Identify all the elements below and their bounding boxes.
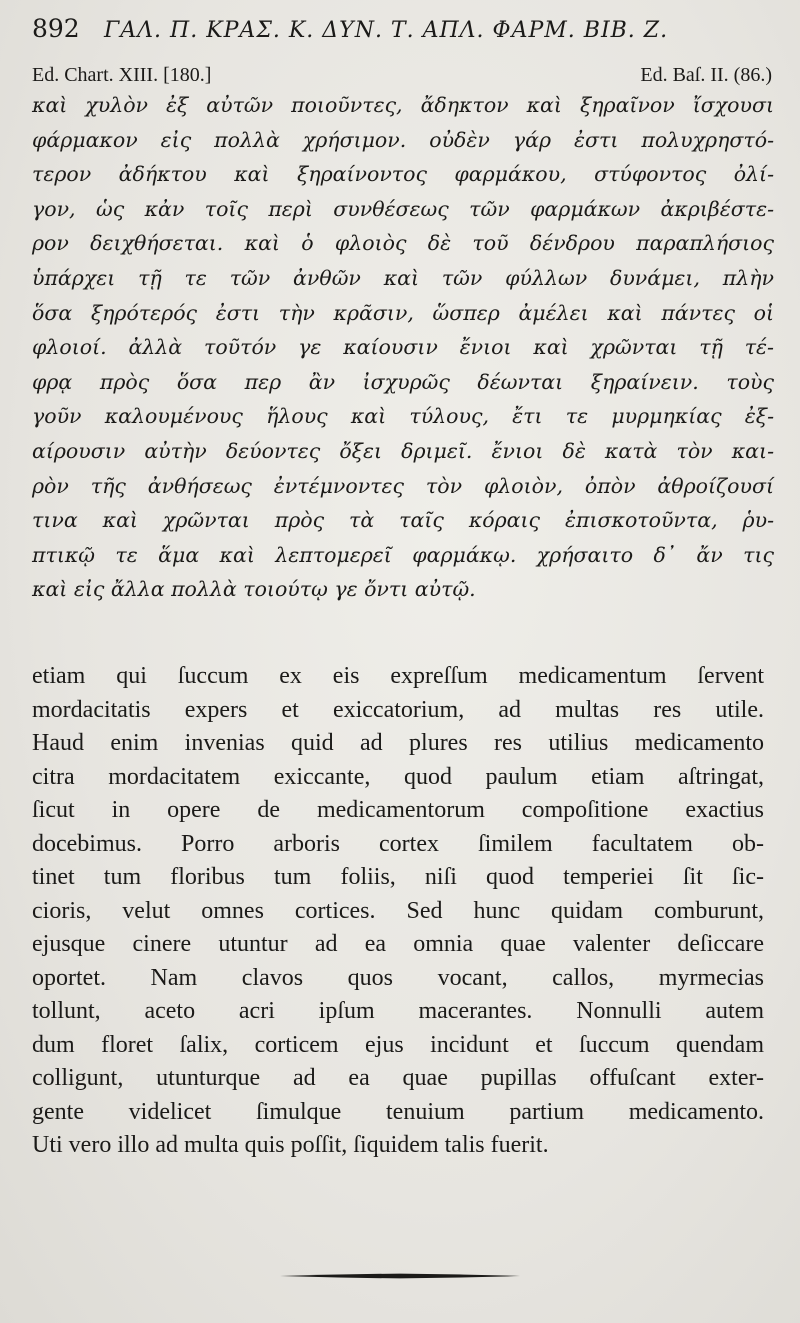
edition-reference-line — [32, 64, 772, 87]
latin-translation-block — [32, 660, 764, 1163]
running-title: ΓΑΛ. Π. ΚΡΑΣ. Κ. ΔΥΝ. Τ. ΑΠΛ. ΦΑΡΜ. ΒΙΒ. Ζ. — [104, 18, 669, 43]
latin-line: dum floret ſalix, corticem ejus incidunt et ſuccum quendam — [32, 1031, 764, 1058]
latin-line: tollunt, aceto acri ipſum macerantes. Nonnulli autem — [32, 998, 764, 1024]
latin-line: ſicut in opere de medicamentorum compoſitione exactius — [32, 797, 764, 823]
greek-line: γοῦν καλουμένους ἥλους καὶ τύλους, ἔτι τε μυρμηκίας ἐξ- — [32, 404, 774, 429]
latin-line: Haud enim invenias quid ad plures res utilius medicamento — [32, 730, 764, 756]
greek-line: φάρμακον εἰς πολλὰ χρήσιμον. οὐδὲν γάρ ἐστι πολυχρηστό- — [32, 127, 774, 152]
greek-line: αίρουσιν αὐτὴν δεύοντες ὄξει δριμεῖ. ἔνιοι δὲ κατὰ τὸν και- — [32, 438, 774, 463]
latin-line: mordacitatis expers et exiccatorium, ad multas res utile. — [32, 696, 764, 723]
greek-line: ὑπάρχει τῇ τε τῶν ἀνθῶν καὶ τῶν φύλλων δυνάμει, πλὴν — [32, 265, 774, 290]
latin-line: gente videlicet ſimulque tenuium partium medicamento. — [32, 1098, 764, 1125]
latin-line: ejusque cinere utuntur ad ea omnia quae valenter deſiccare — [32, 931, 764, 957]
page-number: 892 — [32, 14, 80, 43]
latin-line: oportet. Nam clavos quos vocant, callos, myrmecias — [32, 964, 764, 991]
greek-line: ρον δειχθήσεται. καὶ ὁ φλοιὸς δὲ τοῦ δένδρου παραπλήσιος — [32, 231, 774, 256]
greek-line: πτικῷ τε ἅμα καὶ λεπτομερεῖ φαρμάκῳ. χρήσαιτο δ᾽ ἄν τις — [32, 542, 774, 567]
greek-line: καὶ εἰς ἄλλα πολλὰ τοιούτῳ γε ὄντι αὐτῷ. — [32, 577, 476, 602]
latin-line: etiam qui ſuccum ex eis expreſſum medicamentum ſervent — [32, 663, 764, 689]
edition-basel-reference: Ed. Baſ. II. (86.) — [640, 64, 772, 86]
greek-text-block — [32, 88, 774, 607]
latin-line: cioris, velut omnes cortices. Sed hunc quidam comburunt, — [32, 897, 764, 924]
greek-line: τινα καὶ χρῶνται πρὸς τὰ ταῖς κόραις ἐπισκοτοῦντα, ῥυ- — [32, 508, 774, 533]
greek-line: φλοιοί. ἀλλὰ τοῦτόν γε καίουσιν ἔνιοι καὶ χρῶνται τῇ τέ- — [32, 335, 774, 360]
latin-line: colligunt, utunturque ad ea quae pupillas offuſcant exter- — [32, 1065, 764, 1091]
greek-line: ὅσα ξηρότερός ἐστι τὴν κρᾶσιν, ὥσπερ ἀμέλει καὶ πάντες οἱ — [32, 300, 774, 325]
latin-line: tinet tum floribus tum foliis, niſi quod temperiei ſit ſic- — [32, 864, 764, 890]
running-head — [32, 14, 772, 54]
latin-line: docebimus. Porro arboris cortex ſimilem facultatem ob- — [32, 830, 764, 857]
latin-line: citra mordacitatem exiccante, quod paulum etiam aſtringat, — [32, 763, 764, 790]
greek-line: φρᾳ πρὸς ὅσα περ ἂν ἰσχυρῶς δέωνται ξηραίνειν. τοὺς — [32, 369, 774, 394]
latin-line: Uti vero illo ad multa quis poſſit, ſiquidem talis fuerit. — [32, 1132, 549, 1158]
closing-rule-ornament — [280, 1272, 520, 1280]
greek-line: καὶ χυλὸν ἐξ αὐτῶν ποιοῦντες, ἄδηκτον καὶ ξηραῖνον ἴσχουσι — [32, 93, 774, 117]
greek-line: τερον ἀδήκτου καὶ ξηραίνοντος φαρμάκου, στύφοντος ὀλί- — [32, 162, 774, 187]
edition-chartier-reference: Ed. Chart. XIII. [180.] — [32, 64, 212, 86]
greek-line: γον, ὡς κἀν τοῖς περὶ συνθέσεως τῶν φαρμάκων ἀκριβέστε- — [32, 196, 774, 221]
greek-line: ρὸν τῆς ἀνθήσεως ἐντέμνοντες τὸν φλοιὸν, ὀπὸν ἀθροίζουσί — [32, 473, 774, 498]
